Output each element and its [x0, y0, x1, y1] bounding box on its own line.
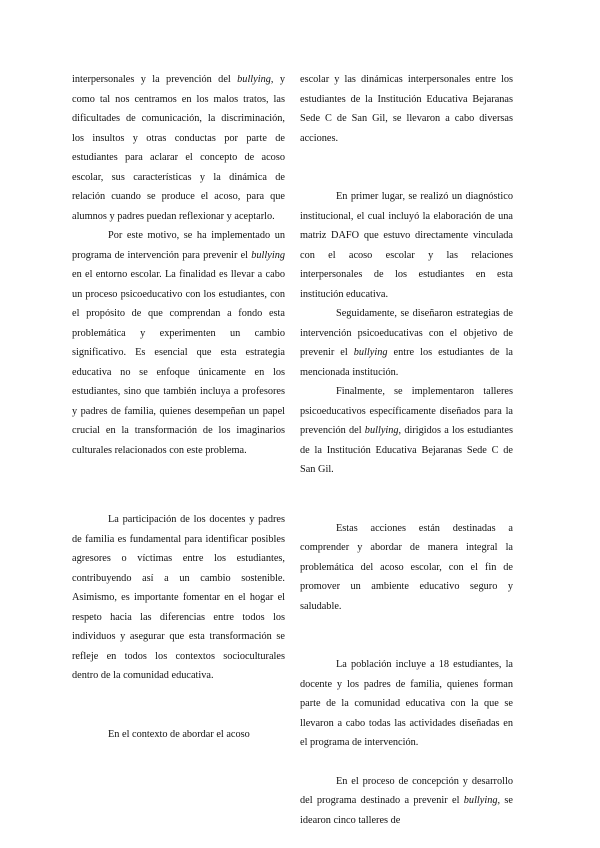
- text-run: La población incluye a 18 estudiantes, la docente y los padres de familia, quienes forman parte de la comunidad educativa con la que se llevaron a cabo todas las actividades diseñadas en el programa de intervención.: [300, 659, 513, 748]
- text-run: Estas acciones están destinadas a comprender y abordar de manera integral la problemática del acoso escolar, con el fin de promover un ambiente educativo seguro y saludable.: [300, 522, 513, 612]
- paragraph: [72, 510, 285, 686]
- text-run: En el proceso de concepción y desarrollo del programa destinado a prevenir el: [300, 775, 513, 806]
- paragraph: [72, 226, 285, 460]
- text-run: La participación de los docentes y padres de familia es fundamental para identificar posibles agresores o víctimas entre los estudiantes, contribuyendo así a un cambio sostenible. Asimismo, es importante fomentar en el hogar el respeto hacia las diferencias entre todos los individuos y asegurar que esta transformación se refleje en todos los contextos socioculturales dentro de la comunidad educativa.: [72, 514, 285, 681]
- italic-term: bullying: [463, 795, 498, 806]
- text-run: escolar y las dinámicas interpersonales entre los estudiantes de la Institución Educativa Bejaranas Sede C de San Gil, se llevaron a cabo diversas acciones.: [300, 74, 513, 144]
- text-run: Finalmente, se implementaron talleres psicoeducativos específicamente diseñados para la prevención del: [300, 386, 513, 436]
- paragraph: [300, 655, 513, 753]
- paragraph: [300, 382, 513, 480]
- text-run: entre los estudiantes de la mencionada institución.: [300, 347, 514, 378]
- text-run: , dirigidos a los estudiantes de la Institución Educativa Bejaranas Sede C de San Gil.: [300, 425, 513, 475]
- text-run: , y como tal nos centramos en los malos tratos, las dificultades de comunicación, la discriminación, los insultos y otras conductas por parte de estudiantes para aclarar el concepto de acoso escolar, sus características y la dinámica de relación cuando se produce el acoso, para que alumnos y padres puedan reflexionar y aceptarlo.: [72, 74, 285, 222]
- paragraph: [300, 304, 513, 382]
- paragraph: [300, 519, 513, 617]
- paragraph: [300, 70, 513, 148]
- text-run: interpersonales y la prevención del: [72, 74, 238, 85]
- paragraph: [300, 187, 513, 304]
- text-run: En el contexto de abordar el acoso: [108, 728, 250, 740]
- italic-term: bullying: [251, 249, 285, 261]
- italic-term: bullying: [237, 74, 271, 85]
- text-run: en el entorno escolar. La finalidad es llevar a cabo un proceso psicoeducativo con los estudiantes, con el propósito de que comprendan a fondo esta problemática y experimenten un cambio significativo. Es esencial que esta estrategia educativa no se enfoque únicamente en los estudiantes, sino que también incluya a profesores y padres de familia, quienes desempeñan un papel crucial en la transformación de los imaginarios culturales relacionados con este problema.: [72, 269, 285, 456]
- text-run: Seguidamente, se diseñaron estrategias de intervención psicoeducativas con el objetivo de prevenir el: [300, 308, 513, 358]
- left-column: [72, 70, 285, 744]
- italic-term: bullying: [353, 347, 388, 358]
- right-column: [300, 70, 513, 830]
- paragraph: [300, 772, 513, 831]
- text-run: En primer lugar, se realizó un diagnóstico institucional, el cual incluyó la elaboración de una matriz DAFO que estuvo directamente vinculada con el acoso escolar y las relaciones interpersonales de los estudiantes en esta institución educativa.: [300, 191, 513, 300]
- paragraph: [72, 725, 285, 745]
- paragraph: [72, 70, 285, 226]
- text-run: Por este motivo, se ha implementado un programa de intervención para prevenir el: [72, 230, 285, 261]
- text-run: , se idearon cinco talleres de: [300, 795, 513, 826]
- italic-term: bullying: [364, 425, 399, 436]
